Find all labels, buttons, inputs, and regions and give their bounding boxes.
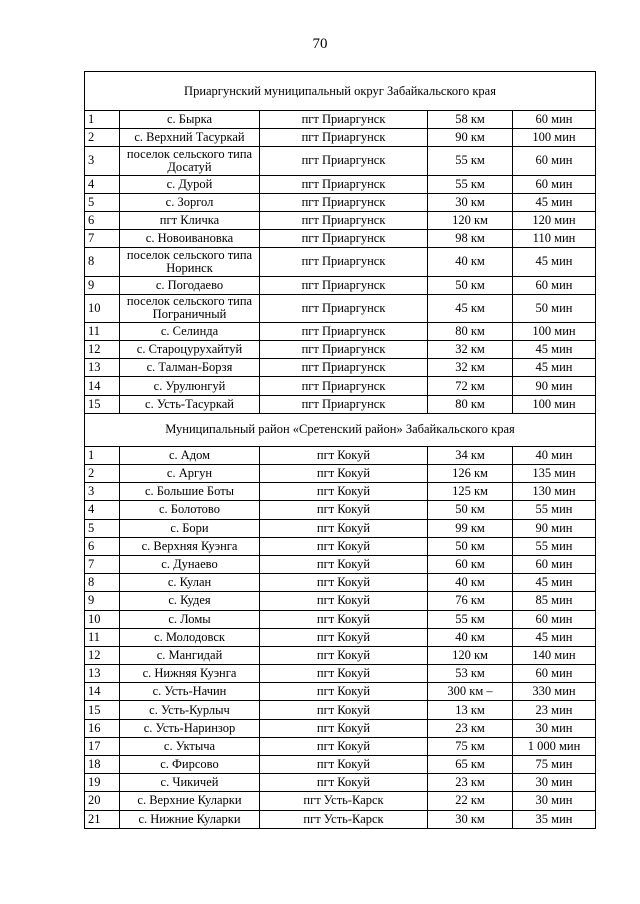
distance: 75 км [428,737,513,755]
settlement-name: с. Дурой [120,175,260,193]
admin-center: пгт Кокуй [260,646,428,664]
distance: 32 км [428,341,513,359]
table-row [85,574,596,592]
settlement-name: с. Урулюнгуй [120,377,260,395]
travel-time: 60 мин [513,665,596,683]
distance: 76 км [428,592,513,610]
table-row [85,341,596,359]
row-number: 19 [85,774,120,792]
travel-time: 75 мин [513,756,596,774]
settlement-name: пгт Кличка [120,211,260,229]
settlement-name: поселок сельского типа Досатуй [120,147,260,175]
admin-center: пгт Кокуй [260,737,428,755]
section-header-row [85,72,596,111]
row-number: 12 [85,646,120,664]
table-row [85,129,596,147]
row-number: 9 [85,276,120,294]
distance: 53 км [428,665,513,683]
travel-time: 85 мин [513,592,596,610]
table-row [85,628,596,646]
row-number: 12 [85,341,120,359]
travel-time: 30 мин [513,774,596,792]
admin-center: пгт Кокуй [260,537,428,555]
row-number: 6 [85,211,120,229]
settlement-name: с. Большие Боты [120,483,260,501]
settlement-name: с. Усть-Наринзор [120,719,260,737]
admin-center: пгт Кокуй [260,756,428,774]
admin-center: пгт Кокуй [260,592,428,610]
settlement-name: с. Нижние Куларки [120,810,260,828]
distance: 125 км [428,483,513,501]
admin-center: пгт Кокуй [260,465,428,483]
row-number: 13 [85,665,120,683]
settlement-name: поселок сельского типа Пограничный [120,294,260,322]
travel-time: 45 мин [513,248,596,276]
travel-time: 55 мин [513,537,596,555]
travel-time: 23 мин [513,701,596,719]
settlement-name: с. Мангидай [120,646,260,664]
row-number: 2 [85,465,120,483]
table-row [85,111,596,129]
table-row [85,395,596,413]
table-row [85,555,596,573]
table-row [85,276,596,294]
admin-center: пгт Приаргунск [260,193,428,211]
travel-time: 330 мин [513,683,596,701]
admin-center: пгт Приаргунск [260,211,428,229]
table-row [85,175,596,193]
distance: 126 км [428,465,513,483]
table-row [85,737,596,755]
admin-center: пгт Кокуй [260,446,428,464]
row-number: 6 [85,537,120,555]
travel-time: 50 мин [513,294,596,322]
settlements-table [84,71,596,829]
distance: 34 км [428,446,513,464]
distance: 98 км [428,230,513,248]
settlement-name: с. Верхняя Куэнга [120,537,260,555]
distance: 99 км [428,519,513,537]
row-number: 21 [85,810,120,828]
table-row [85,774,596,792]
travel-time: 45 мин [513,574,596,592]
admin-center: пгт Приаргунск [260,341,428,359]
distance: 22 км [428,792,513,810]
settlement-name: с. Ломы [120,610,260,628]
settlement-name: с. Талман-Борзя [120,359,260,377]
settlement-name: с. Погодаево [120,276,260,294]
distance: 50 км [428,537,513,555]
table-row [85,683,596,701]
admin-center: пгт Приаргунск [260,147,428,175]
settlement-name: с. Староцурухайтуй [120,341,260,359]
settlement-name: с. Фирсово [120,756,260,774]
table-row [85,501,596,519]
row-number: 2 [85,129,120,147]
travel-time: 60 мин [513,555,596,573]
admin-center: пгт Приаргунск [260,276,428,294]
table-row [85,701,596,719]
travel-time: 90 мин [513,519,596,537]
admin-center: пгт Кокуй [260,719,428,737]
admin-center: пгт Кокуй [260,628,428,646]
row-number: 3 [85,147,120,175]
distance: 30 км [428,193,513,211]
travel-time: 45 мин [513,628,596,646]
distance: 40 км [428,628,513,646]
settlement-name: с. Чикичей [120,774,260,792]
distance: 50 км [428,501,513,519]
travel-time: 60 мин [513,610,596,628]
row-number: 10 [85,294,120,322]
row-number: 1 [85,111,120,129]
admin-center: пгт Приаргунск [260,322,428,340]
table-row [85,193,596,211]
row-number: 17 [85,737,120,755]
travel-time: 55 мин [513,501,596,519]
settlement-name: поселок сельского типа Норинск [120,248,260,276]
distance: 55 км [428,610,513,628]
table-row [85,810,596,828]
row-number: 4 [85,175,120,193]
row-number: 3 [85,483,120,501]
page-number: 70 [312,36,328,52]
row-number: 8 [85,248,120,276]
table-row [85,519,596,537]
settlement-name: с. Верхние Куларки [120,792,260,810]
settlement-name: с. Бырка [120,111,260,129]
distance: 120 км [428,646,513,664]
admin-center: пгт Приаргунск [260,395,428,413]
admin-center: пгт Кокуй [260,665,428,683]
section-header-row [85,413,596,446]
row-number: 14 [85,683,120,701]
admin-center: пгт Приаргунск [260,111,428,129]
row-number: 10 [85,610,120,628]
travel-time: 120 мин [513,211,596,229]
admin-center: пгт Приаргунск [260,175,428,193]
distance: 65 км [428,756,513,774]
table-row [85,248,596,276]
travel-time: 110 мин [513,230,596,248]
distance: 50 км [428,276,513,294]
distance: 60 км [428,555,513,573]
table-row [85,592,596,610]
row-number: 14 [85,377,120,395]
travel-time: 30 мин [513,719,596,737]
row-number: 5 [85,519,120,537]
admin-center: пгт Усть-Карск [260,792,428,810]
distance: 72 км [428,377,513,395]
distance: 55 км [428,147,513,175]
admin-center: пгт Усть-Карск [260,810,428,828]
settlement-name: с. Уктыча [120,737,260,755]
table-row [85,359,596,377]
admin-center: пгт Кокуй [260,519,428,537]
settlement-name: с. Аргун [120,465,260,483]
admin-center: пгт Приаргунск [260,230,428,248]
settlement-name: с. Дунаево [120,555,260,573]
distance: 90 км [428,129,513,147]
table-row [85,211,596,229]
table-row [85,646,596,664]
distance: 40 км [428,574,513,592]
table-row [85,665,596,683]
settlement-name: с. Молодовск [120,628,260,646]
travel-time: 35 мин [513,810,596,828]
admin-center: пгт Кокуй [260,555,428,573]
row-number: 13 [85,359,120,377]
travel-time: 40 мин [513,446,596,464]
table-row [85,465,596,483]
distance: 120 км [428,211,513,229]
distance: 40 км [428,248,513,276]
travel-time: 60 мин [513,111,596,129]
row-number: 4 [85,501,120,519]
settlement-name: с. Кулан [120,574,260,592]
distance: 23 км [428,774,513,792]
row-number: 20 [85,792,120,810]
settlement-name: с. Кудея [120,592,260,610]
row-number: 7 [85,555,120,573]
table-row [85,377,596,395]
settlement-name: с. Болотово [120,501,260,519]
row-number: 9 [85,592,120,610]
table-row [85,446,596,464]
travel-time: 30 мин [513,792,596,810]
settlement-name: с. Адом [120,446,260,464]
travel-time: 100 мин [513,129,596,147]
table-row [85,719,596,737]
settlement-name: с. Верхний Тасуркай [120,129,260,147]
travel-time: 60 мин [513,276,596,294]
table-row [85,230,596,248]
admin-center: пгт Приаргунск [260,129,428,147]
distance: 55 км [428,175,513,193]
table-row [85,322,596,340]
distance: 80 км [428,322,513,340]
travel-time: 90 мин [513,377,596,395]
admin-center: пгт Кокуй [260,483,428,501]
section-title: Муниципальный район «Сретенский район» Забайкальского края [85,413,596,446]
row-number: 15 [85,395,120,413]
section-title: Приаргунский муниципальный округ Забайкальского края [85,72,596,111]
settlement-name: с. Селинда [120,322,260,340]
admin-center: пгт Кокуй [260,574,428,592]
distance: 45 км [428,294,513,322]
travel-time: 1 000 мин [513,737,596,755]
distance: 30 км [428,810,513,828]
distance: 58 км [428,111,513,129]
row-number: 5 [85,193,120,211]
travel-time: 60 мин [513,147,596,175]
table-row [85,483,596,501]
distance: 13 км [428,701,513,719]
table-row [85,756,596,774]
row-number: 11 [85,628,120,646]
admin-center: пгт Кокуй [260,683,428,701]
admin-center: пгт Кокуй [260,501,428,519]
settlement-name: с. Бори [120,519,260,537]
row-number: 16 [85,719,120,737]
travel-time: 100 мин [513,322,596,340]
settlement-name: с. Нижняя Куэнга [120,665,260,683]
table-row [85,537,596,555]
travel-time: 60 мин [513,175,596,193]
travel-time: 135 мин [513,465,596,483]
settlement-name: с. Усть-Начин [120,683,260,701]
table-row [85,792,596,810]
admin-center: пгт Кокуй [260,701,428,719]
admin-center: пгт Приаргунск [260,377,428,395]
row-number: 15 [85,701,120,719]
travel-time: 100 мин [513,395,596,413]
settlement-name: с. Новоивановка [120,230,260,248]
row-number: 8 [85,574,120,592]
table-row [85,294,596,322]
admin-center: пгт Приаргунск [260,294,428,322]
admin-center: пгт Кокуй [260,774,428,792]
distance: 23 км [428,719,513,737]
settlement-name: с. Зоргол [120,193,260,211]
row-number: 7 [85,230,120,248]
table-row [85,147,596,175]
admin-center: пгт Приаргунск [260,359,428,377]
travel-time: 45 мин [513,341,596,359]
settlement-name: с. Усть-Тасуркай [120,395,260,413]
settlement-name: с. Усть-Курлыч [120,701,260,719]
admin-center: пгт Приаргунск [260,248,428,276]
distance: 300 км – [428,683,513,701]
travel-time: 45 мин [513,193,596,211]
table-row [85,610,596,628]
travel-time: 140 мин [513,646,596,664]
row-number: 11 [85,322,120,340]
row-number: 18 [85,756,120,774]
travel-time: 130 мин [513,483,596,501]
admin-center: пгт Кокуй [260,610,428,628]
row-number: 1 [85,446,120,464]
distance: 80 км [428,395,513,413]
distance: 32 км [428,359,513,377]
travel-time: 45 мин [513,359,596,377]
